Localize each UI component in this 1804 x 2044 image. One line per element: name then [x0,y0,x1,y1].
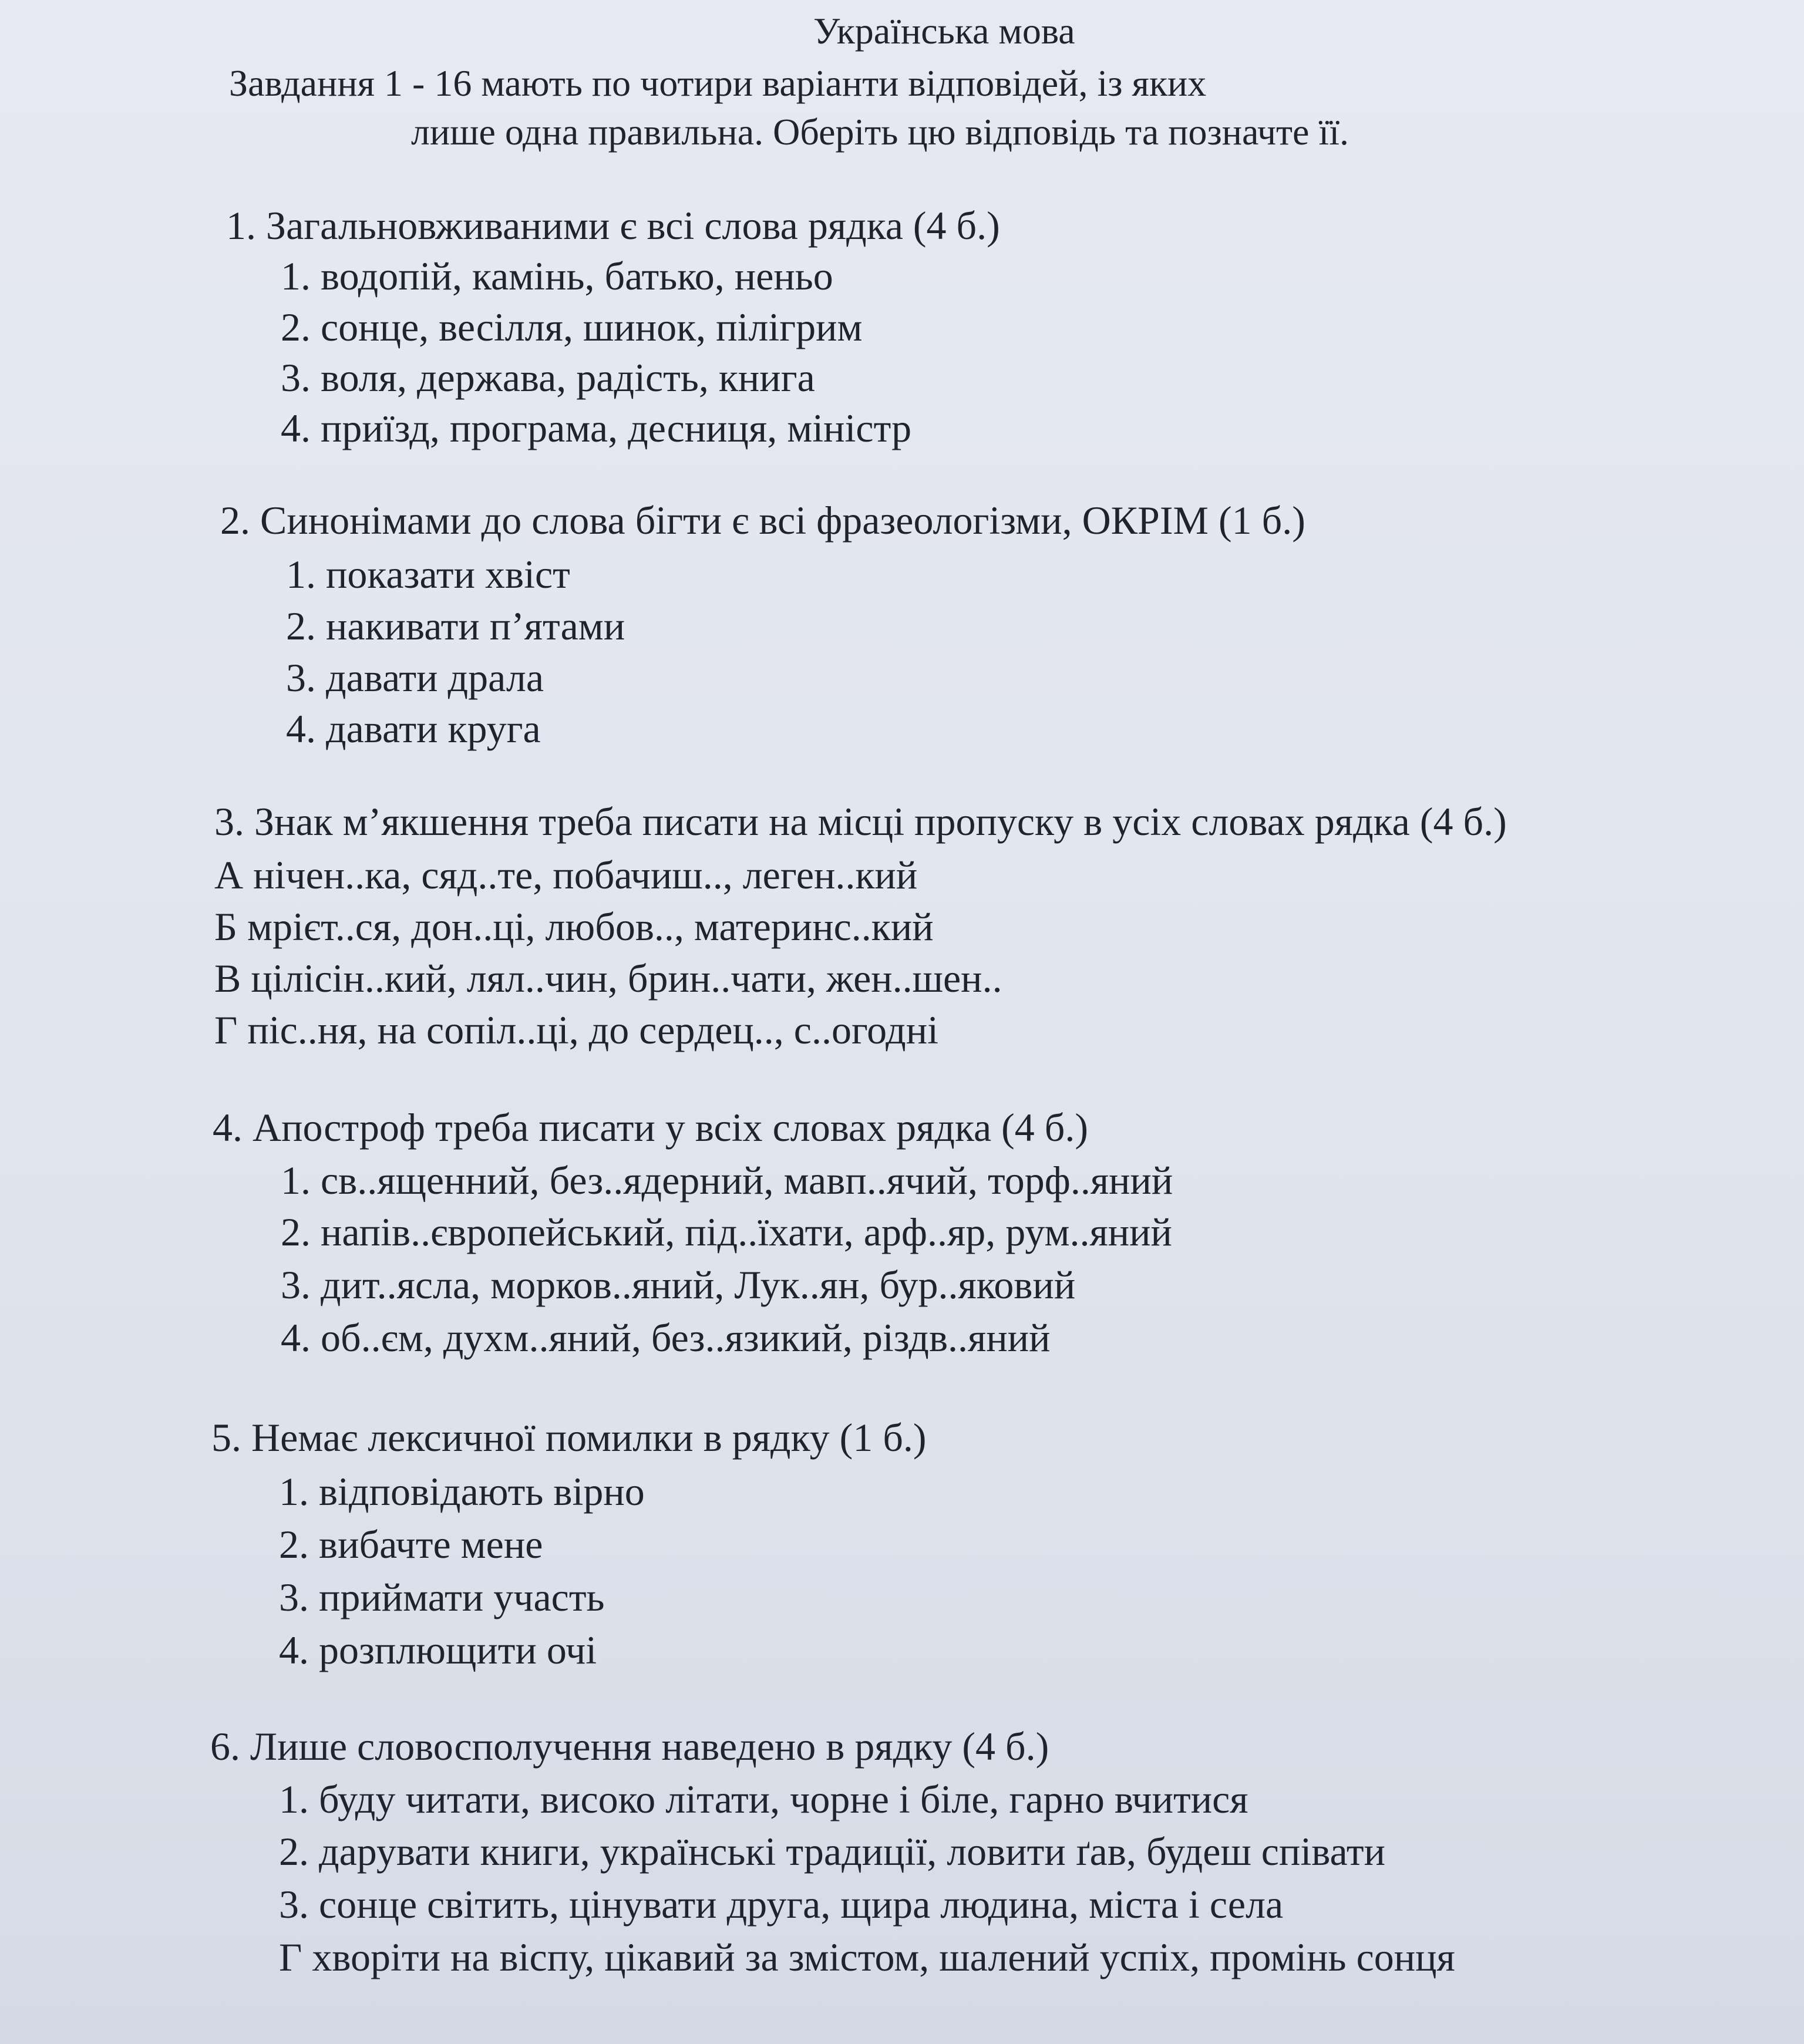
question-5-option-3: 3. приймати участь [279,1575,605,1619]
instructions-line-2: лише одна правильна. Оберіть цю відповідь та позначте її. [411,111,1349,153]
question-6-option-1: 1. буду читати, високо літати, чорне і біле, гарно вчитися [279,1777,1248,1821]
question-2-option-1: 1. показати хвіст [286,552,570,597]
question-1-option-4: 4. приїзд, програма, десниця, міністр [281,406,912,450]
question-5: 5. Немає лексичної помилки в рядку (1 б.) [211,1415,927,1460]
question-5-option-4: 4. розплющити очі [279,1628,597,1672]
question-6-option-g: Г хворіти на віспу, цікавий за змістом, шалений успіх, промінь сонця [279,1935,1455,1979]
question-5-option-1: 1. відповідають вірно [279,1469,645,1514]
question-6-option-2: 2. дарувати книги, українські традиції, ловити ґав, будеш співати [279,1829,1386,1874]
question-5-option-2: 2. вибачте мене [279,1522,543,1567]
question-3-option-a: А нічен..ка, сяд..те, побачиш.., леген..кий [214,853,918,897]
question-3-option-g: Г піс..ня, на сопіл..ці, до сердец.., с..огодні [214,1008,939,1052]
question-4: 4. Апостроф треба писати у всіх словах рядка (4 б.) [213,1105,1089,1150]
document-title: Українська мова [813,10,1075,52]
question-4-option-1: 1. св..ященний, без..ядерний, мавп..ячий, торф..яний [281,1158,1173,1203]
question-6: 6. Лише словосполучення наведено в рядку (4 б.) [210,1724,1049,1769]
question-1-option-2: 2. сонце, весілля, шинок, пілігрим [281,305,863,349]
question-2-option-3: 3. давати драла [286,655,544,700]
question-3-option-b: Б мрієт..ся, дон..ці, любов.., материнс..кий [214,904,934,949]
question-1-option-1: 1. водопій, камінь, батько, неньо [281,254,833,298]
question-3: 3. Знак м’якшення треба писати на місці пропуску в усіх словах рядка (4 б.) [214,799,1507,844]
question-4-option-2: 2. напів..європейський, під..їхати, арф..яр, рум..яний [281,1210,1172,1254]
question-3-option-v: В цілісін..кий, лял..чин, брин..чати, жен..шен.. [214,956,1002,1001]
question-2-option-4: 4. давати круга [286,706,541,751]
question-1: 1. Загальновживаними є всі слова рядка (4 б.) [226,203,1000,248]
question-1-option-3: 3. воля, держава, радість, книга [281,355,815,400]
question-4-option-3: 3. дит..ясла, морков..яний, Лук..ян, бур..яковий [281,1262,1076,1307]
question-2: 2. Синонімами до слова бігти є всі фразеологізми, ОКРІМ (1 б.) [220,498,1305,543]
question-4-option-4: 4. об..єм, духм..яний, без..язикий, різдв..яний [281,1315,1051,1360]
instructions-line-1: Завдання 1 - 16 мають по чотири варіанти відповідей, із яких [229,62,1207,104]
question-2-option-2: 2. накивати п’ятами [286,604,625,648]
question-6-option-3: 3. сонце світить, цінувати друга, щира людина, міста і села [279,1882,1284,1927]
